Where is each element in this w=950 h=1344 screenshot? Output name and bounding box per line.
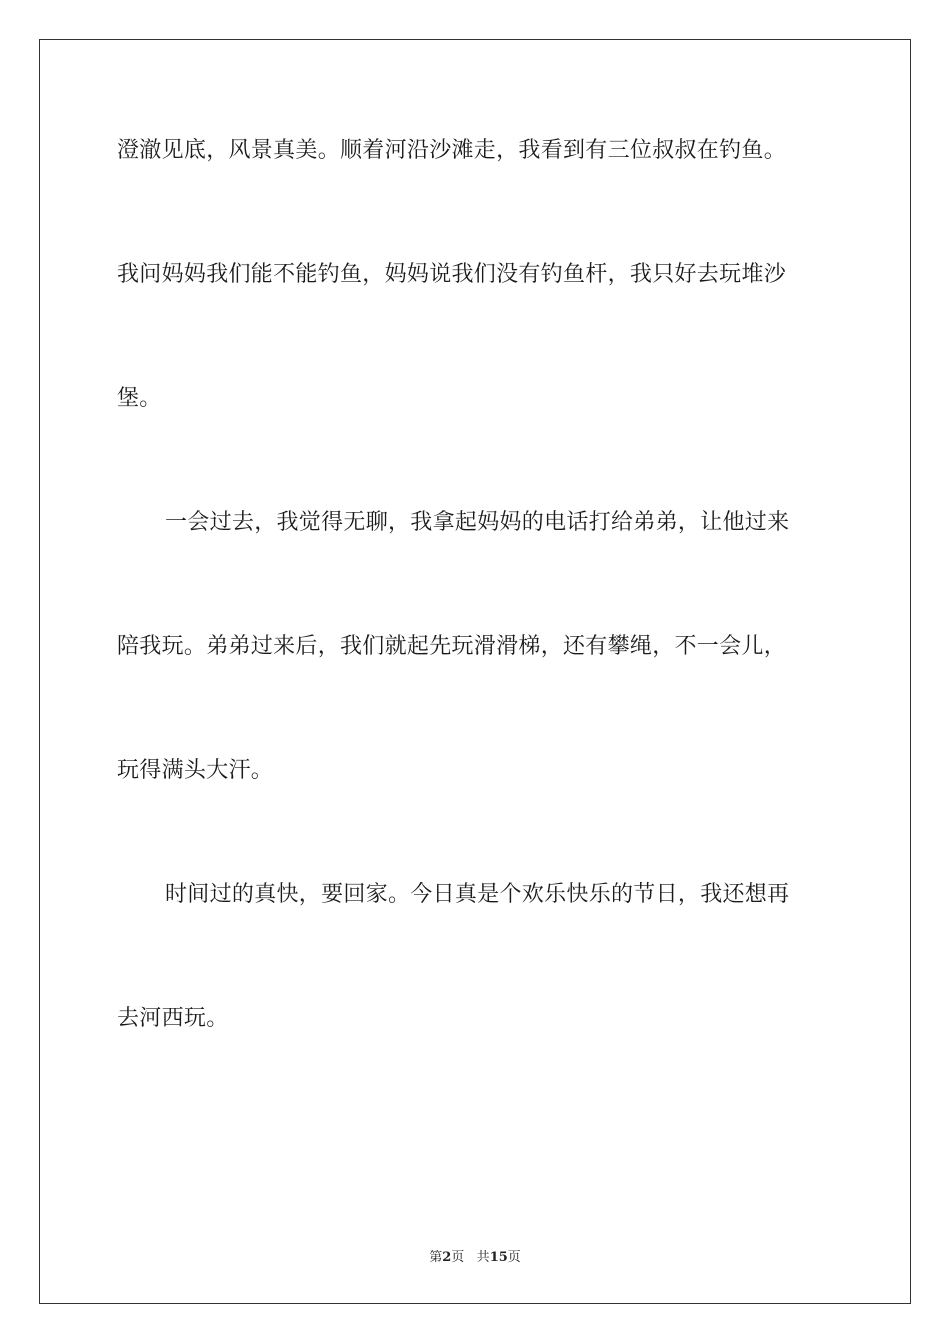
- footer-total-prefix: 共: [476, 1250, 490, 1265]
- paragraph-line-8: 去河西玩。: [117, 1006, 229, 1031]
- paragraph-line-7: 时间过的真快，要回家。今日真是个欢乐快乐的节日，我还想再: [165, 882, 790, 907]
- paragraph-line-5: 陪我玩。弟弟过来后，我们就起先玩滑滑梯，还有攀绳，不一会儿，: [117, 634, 787, 659]
- footer-page-current: 2: [442, 1250, 452, 1265]
- paragraph-line-3: 堡。: [117, 386, 162, 411]
- page-border: [39, 39, 911, 1304]
- paragraph-line-2: 我问妈妈我们能不能钓鱼，妈妈说我们没有钓鱼杆，我只好去玩堆沙: [117, 262, 787, 287]
- page-footer: [0, 1246, 950, 1265]
- footer-page-prefix: 第: [429, 1250, 443, 1265]
- paragraph-line-1: 澄澈见底，风景真美。顺着河沿沙滩走，我看到有三位叔叔在钓鱼。: [117, 138, 787, 163]
- footer-page-total: 15: [489, 1250, 508, 1265]
- paragraph-line-6: 玩得满头大汗。: [117, 758, 274, 783]
- footer-total-suffix: 页: [507, 1250, 521, 1265]
- paragraph-line-4: 一会过去，我觉得无聊，我拿起妈妈的电话打给弟弟，让他过来: [165, 510, 790, 535]
- footer-page-suffix: 页: [451, 1250, 465, 1265]
